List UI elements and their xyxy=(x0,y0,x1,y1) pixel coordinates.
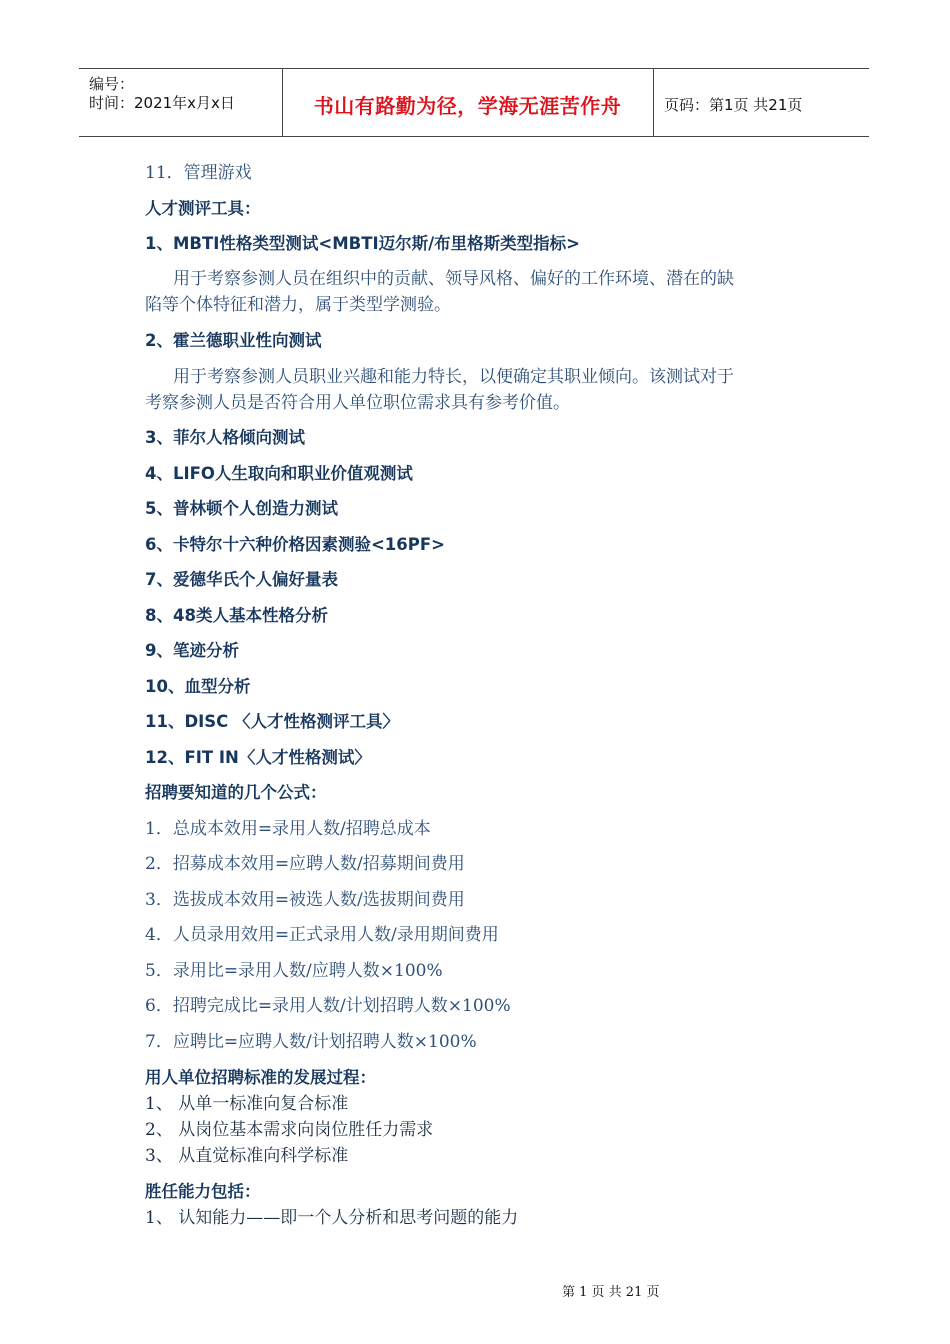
formula-item-2: 2．招募成本效用=应聘人数/招募期间费用 xyxy=(145,854,465,874)
competency-item-1: 1、 认知能力——即一个人分析和思考问题的能力 xyxy=(145,1208,519,1228)
formula-item-7: 7．应聘比=应聘人数/计划招聘人数×100% xyxy=(145,1032,477,1052)
tool-2-description-line-1: 用于考察参测人员职业兴趣和能力特长，以便确定其职业倾向。该测试对于 xyxy=(173,367,734,387)
tool-item-5: 5、普林顿个人创造力测试 xyxy=(145,499,338,518)
header-motto: 书山有路勤为径，学海无涯苦作舟 xyxy=(313,94,622,118)
formula-item-1: 1．总成本效用=录用人数/招聘总成本 xyxy=(145,819,431,839)
header-middle-cell xyxy=(282,69,654,136)
heading-standards: 用人单位招聘标准的发展过程： xyxy=(145,1068,376,1087)
tool-item-7: 7、爱德华氏个人偏好量表 xyxy=(145,570,338,589)
formula-item-3: 3．选拔成本效用=被选人数/选拔期间费用 xyxy=(145,890,465,910)
tool-item-9: 9、笔迹分析 xyxy=(145,641,239,660)
tool-item-3: 3、菲尔人格倾向测试 xyxy=(145,428,305,447)
heading-formulas: 招聘要知道的几个公式： xyxy=(145,783,327,802)
tool-item-4: 4、LIFO人生取向和职业价值观测试 xyxy=(145,464,413,483)
heading-assessment-tools: 人才测评工具： xyxy=(145,199,261,218)
formula-item-6: 6．招聘完成比=录用人数/计划招聘人数×100% xyxy=(145,996,511,1016)
page-info: 页码：第1页 共21页 xyxy=(664,96,803,114)
standard-item-3: 3、 从直觉标准向科学标准 xyxy=(145,1146,349,1166)
standard-item-2: 2、 从岗位基本需求向岗位胜任力需求 xyxy=(145,1120,434,1140)
tool-item-11: 11、DISC 〈人才性格测评工具〉 xyxy=(145,712,400,731)
document-header xyxy=(79,68,869,137)
section-item-management-game: 11．管理游戏 xyxy=(145,163,252,183)
standard-item-1: 1、 从单一标准向复合标准 xyxy=(145,1094,349,1114)
formula-item-4: 4．人员录用效用=正式录用人数/录用期间费用 xyxy=(145,925,499,945)
header-right-cell xyxy=(654,69,869,136)
formula-item-5: 5．录用比=录用人数/应聘人数×100% xyxy=(145,961,443,981)
heading-competency: 胜任能力包括： xyxy=(145,1182,261,1201)
time-label: 时间：2021年x月x日 xyxy=(89,94,235,112)
tool-item-6: 6、卡特尔十六种价格因素测验<16PF> xyxy=(145,535,445,554)
tool-item-1: 1、MBTI性格类型测试<MBTI迈尔斯/布里格斯类型指标> xyxy=(145,234,580,253)
header-left-cell xyxy=(79,69,283,136)
tool-item-10: 10、血型分析 xyxy=(145,677,251,696)
tool-1-description-line-1: 用于考察参测人员在组织中的贡献、领导风格、偏好的工作环境、潜在的缺 xyxy=(173,269,734,289)
tool-2-description-line-2: 考察参测人员是否符合用人单位职位需求具有参考价值。 xyxy=(145,393,570,413)
number-label: 编号： xyxy=(89,75,135,93)
tool-1-description-line-2: 陷等个体特征和潜力，属于类型学测验。 xyxy=(145,295,451,315)
page-footer: 第 1 页 共 21 页 xyxy=(562,1285,660,1300)
tool-item-8: 8、48类人基本性格分析 xyxy=(145,606,328,625)
tool-item-12: 12、FIT IN〈人才性格测试〉 xyxy=(145,748,371,767)
tool-item-2: 2、霍兰德职业性向测试 xyxy=(145,331,322,350)
